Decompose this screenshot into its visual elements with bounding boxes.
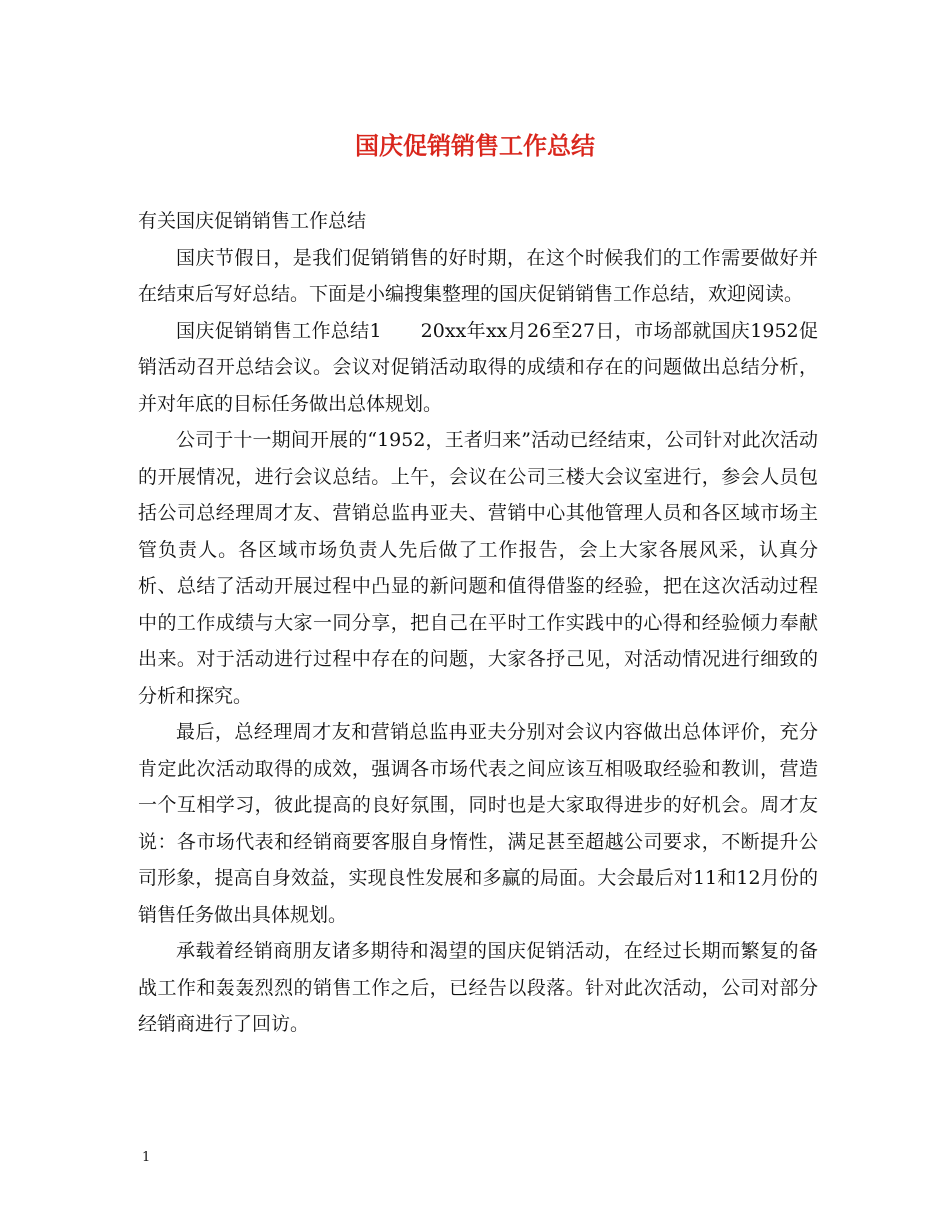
paragraph-activity: 公司于十一期间开展的“1952，王者归来”活动已经结束，公司针对此次活动的开展情况，进行会议总结。上午，会议在公司三楼大会议室进行，参会人员包括公司总经理周才友、营销总监冉亚夫、营销中心其他管理人员和各区域市场主管负责人。各区域市场负责人先后做了工作报告，会上大家各展风采，认真分析、总结了活动开展过程中凸显的新问题和值得借鉴的经验，把在这次活动过程中的工作成绩与大家一同分享，把自己在平时工作实践中的心得和经验倾力奉献出来。对于活动进行过程中存在的问题，大家各抒己见，对活动情况进行细致的分析和探究。 [138, 429, 818, 707]
paragraph-intro: 国庆节假日，是我们促销销售的好时期，在这个时候我们的工作需要做好并在结束后写好总结。下面是小编搜集整理的国庆促销销售工作总结，欢迎阅读。 [138, 246, 818, 305]
paragraph-conclusion: 最后，总经理周才友和营销总监冉亚夫分别对会议内容做出总体评价，充分肯定此次活动取得的成效，强调各市场代表之间应该互相吸取经验和教训，营造一个互相学习，彼此提高的良好氛围，同时也是大家取得进步的好机会。周才友说：各市场代表和经销商要客服自身惰性，满足甚至超越公司要求，不断提升公司形象，提高自身效益，实现良性发展和多赢的局面。大会最后对11和12月份的销售任务做出具体规划。 [138, 721, 818, 926]
document-title: 国庆促销销售工作总结 [355, 132, 595, 160]
document-body [138, 203, 818, 1043]
document-subtitle: 有关国庆促销销售工作总结 [138, 210, 367, 232]
paragraph-followup: 承载着经销商朋友诸多期待和渴望的国庆促销活动，在经过长期而繁复的备战工作和轰轰烈烈的销售工作之后，已经告以段落。针对此次活动，公司对部分经销商进行了回访。 [138, 940, 818, 1035]
paragraph-meeting: 国庆促销销售工作总结1 20xx年xx月26至27日，市场部就国庆1952促销活动召开总结会议。会议对促销活动取得的成绩和存在的问题做出总结分析，并对年底的目标任务做出总体规划。 [138, 319, 818, 415]
page-number: 1 [142, 1150, 151, 1165]
